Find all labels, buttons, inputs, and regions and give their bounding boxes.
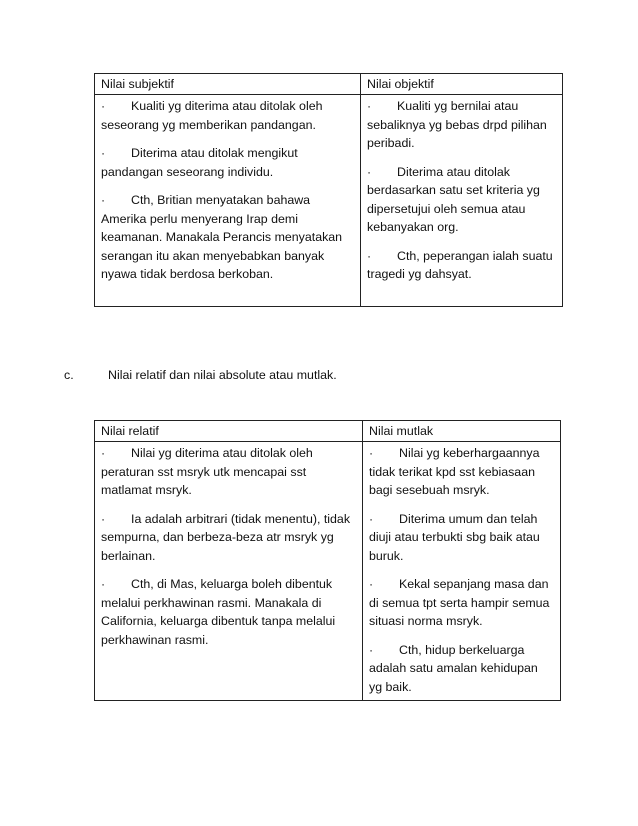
bullet-marker: · bbox=[367, 99, 372, 113]
item-text: Kekal sepanjang masa dan di semua tpt serta hampir semua situasi norma msryk. bbox=[369, 577, 550, 628]
section-letter: c. bbox=[64, 368, 74, 382]
bullet-marker: · bbox=[367, 164, 372, 179]
cell-mutlak bbox=[363, 442, 561, 701]
table-row bbox=[95, 442, 561, 701]
table-header-row bbox=[95, 74, 563, 95]
bullet-marker: · bbox=[369, 642, 374, 657]
table-row bbox=[95, 95, 563, 307]
item-text: Diterima atau ditolak berdasarkan satu set kriteria yg dipersetujui oleh semua atau kebanyakan org. bbox=[367, 164, 540, 234]
bullet-marker: · bbox=[369, 446, 374, 460]
header-nilai-subjektif: Nilai subjektif bbox=[95, 74, 361, 95]
list-item bbox=[101, 144, 354, 181]
list-item bbox=[101, 510, 356, 566]
list-item bbox=[367, 97, 556, 153]
list-item bbox=[101, 444, 356, 500]
bullet-marker: · bbox=[101, 99, 106, 113]
item-text: Diterima umum dan telah diuji atau terbukti sbg baik atau buruk. bbox=[369, 511, 540, 563]
item-text: Cth, Britian menyatakan bahawa Amerika perlu menyerang Irap demi keamanan. Manakala Perancis menyatakan serangan itu akan menyebabkan banyak nyawa tidak berdosa berkoban. bbox=[101, 193, 343, 281]
list-item bbox=[369, 510, 554, 566]
item-text: Cth, di Mas, keluarga boleh dibentuk melalui perkhawinan rasmi. Manakala di California, keluarga dibentuk tanpa melalui perkhawinan rasmi. bbox=[101, 577, 336, 647]
list-item bbox=[369, 641, 554, 697]
cell-subjektif bbox=[95, 95, 361, 307]
list-item bbox=[101, 575, 356, 649]
cell-objektif bbox=[361, 95, 563, 307]
item-text: Nilai yg diterima atau ditolak oleh peraturan sst msryk utk mencapai sst matlamat msryk. bbox=[101, 446, 313, 497]
item-text: Ia adalah arbitrari (tidak menentu), tidak sempurna, dan berbeza-beza atr msryk yg berlainan. bbox=[101, 511, 351, 563]
bullet-marker: · bbox=[101, 193, 106, 207]
bullet-marker: · bbox=[101, 446, 106, 460]
bullet-marker: · bbox=[101, 511, 106, 526]
list-item bbox=[369, 575, 554, 631]
list-item bbox=[101, 191, 354, 284]
table-nilai-relatif-mutlak bbox=[94, 420, 561, 701]
item-text: Cth, peperangan ialah suatu tragedi yg dahsyat. bbox=[367, 248, 553, 281]
list-item bbox=[369, 444, 554, 500]
bullet-marker: · bbox=[367, 248, 372, 263]
table-nilai-subjektif-objektif bbox=[94, 73, 563, 307]
table-header-row bbox=[95, 421, 561, 442]
header-nilai-objektif: Nilai objektif bbox=[361, 74, 563, 95]
item-text: Kualiti yg diterima atau ditolak oleh seseorang yg memberikan pandangan. bbox=[101, 99, 323, 132]
list-item bbox=[101, 97, 354, 134]
header-nilai-relatif: Nilai relatif bbox=[95, 421, 363, 442]
bullet-marker: · bbox=[101, 146, 106, 160]
section-title: Nilai relatif dan nilai absolute atau mutlak. bbox=[108, 368, 337, 382]
cell-relatif bbox=[95, 442, 363, 701]
list-item bbox=[367, 247, 556, 284]
bullet-marker: · bbox=[101, 577, 106, 591]
item-text: Diterima atau ditolak mengikut pandangan seseorang individu. bbox=[101, 146, 298, 179]
item-text: Nilai yg keberhargaannya tidak terikat kpd sst kebiasaan bagi sesebuah msryk. bbox=[369, 446, 540, 497]
bullet-marker: · bbox=[369, 511, 374, 526]
section-heading-c bbox=[64, 366, 337, 384]
bullet-marker: · bbox=[369, 577, 374, 591]
item-text: Kualiti yg bernilai atau sebaliknya yg bebas drpd pilihan peribadi. bbox=[367, 99, 547, 150]
list-item bbox=[367, 163, 556, 237]
header-nilai-mutlak: Nilai mutlak bbox=[363, 421, 561, 442]
item-text: Cth, hidup berkeluarga adalah satu amalan kehidupan yg baik. bbox=[369, 642, 538, 694]
